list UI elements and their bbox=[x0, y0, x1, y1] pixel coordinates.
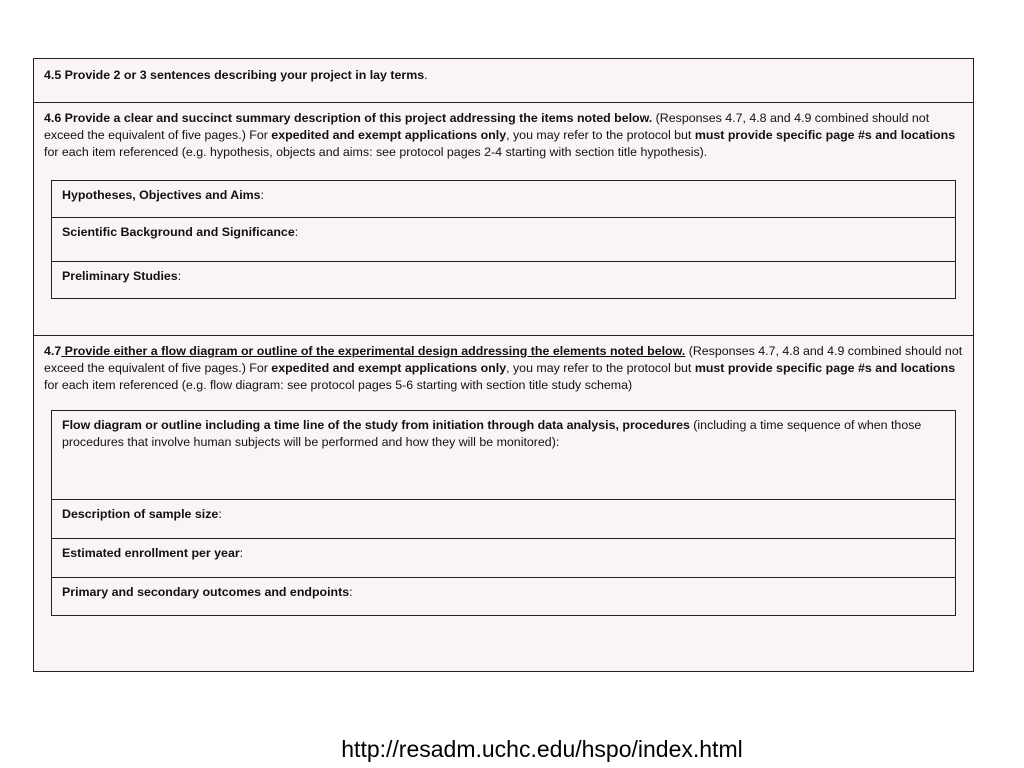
field-label-suffix: : bbox=[218, 507, 222, 521]
field-label: Description of sample size bbox=[62, 507, 219, 521]
field-label: Primary and secondary outcomes and endpoints bbox=[62, 585, 350, 599]
section-4-6-instructions bbox=[44, 110, 963, 161]
enrollment-per-year-field[interactable] bbox=[52, 538, 955, 577]
section-4-7-text-2: , you may refer to the protocol but bbox=[506, 361, 695, 375]
outcomes-endpoints-field[interactable] bbox=[52, 577, 955, 615]
section-4-5-heading: 4.5 Provide 2 or 3 sentences describing your project in lay terms bbox=[44, 68, 425, 82]
sample-size-field[interactable] bbox=[52, 499, 955, 538]
section-4-6-field-table bbox=[51, 180, 956, 299]
field-label: Estimated enrollment per year bbox=[62, 546, 240, 560]
field-label-suffix: : bbox=[177, 269, 182, 283]
section-4-6-heading: 4.6 Provide a clear and succinct summary description of this project addressing the items noted below. bbox=[44, 111, 653, 125]
section-4-6-text-3: for each item referenced (e.g. hypothesis, objects and aims: see protocol pages 2-4 starting with section title hypothesis). bbox=[44, 145, 708, 159]
section-4-7-page-refs: must provide specific page #s and locations bbox=[694, 361, 956, 375]
flow-diagram-field[interactable] bbox=[52, 411, 955, 499]
source-url[interactable]: http://resadm.uchc.edu/hspo/index.html bbox=[341, 736, 743, 762]
section-4-7-expedited: expedited and exempt applications only bbox=[271, 361, 507, 375]
scientific-background-field[interactable] bbox=[52, 217, 955, 261]
section-4-6-text-2: , you may refer to the protocol but bbox=[506, 128, 695, 142]
field-label-suffix: : bbox=[260, 188, 264, 202]
field-label: Preliminary Studies bbox=[62, 269, 178, 283]
section-4-7-text-3: for each item referenced (e.g. flow diagram: see protocol pages 5-6 starting with section title study schema) bbox=[44, 378, 633, 392]
section-4-7-heading: Provide either a flow diagram or outline of the experimental design addressing the elements noted below. bbox=[61, 344, 686, 358]
preliminary-studies-field[interactable] bbox=[52, 261, 955, 298]
field-label-suffix: : bbox=[239, 546, 244, 560]
section-4-5-period: . bbox=[424, 68, 428, 82]
field-label: Hypotheses, Objectives and Aims bbox=[62, 188, 261, 202]
field-label-suffix: : bbox=[349, 585, 353, 599]
field-label-suffix: : bbox=[294, 225, 299, 239]
field-label: Scientific Background and Significance bbox=[62, 225, 295, 239]
section-4-7-text-1: (Responses 4.7, 4.8 and 4.9 combined should not exceed the equivalent of five pages.) For bbox=[44, 344, 963, 375]
section-4-6 bbox=[34, 102, 973, 335]
section-4-6-page-refs: must provide specific page #s and locations bbox=[694, 128, 956, 142]
section-4-6-text-1: (Responses 4.7, 4.8 and 4.9 combined should not exceed the equivalent of five pages.) For bbox=[44, 111, 930, 142]
section-4-6-expedited: expedited and exempt applications only bbox=[271, 128, 507, 142]
protocol-form-table bbox=[33, 58, 974, 672]
field-label: Flow diagram or outline including a time line of the study from initiation through data analysis, procedures bbox=[62, 418, 690, 432]
section-4-5 bbox=[34, 59, 973, 102]
section-4-7-instructions bbox=[44, 343, 963, 394]
field-label-suffix: (including a time sequence of when those procedures that involve human subjects will be performed and how they will be monitored): bbox=[62, 418, 922, 449]
section-4-7-number: 4.7 bbox=[44, 344, 62, 358]
section-4-7 bbox=[34, 335, 973, 671]
section-4-7-field-table bbox=[51, 410, 956, 616]
hypotheses-field[interactable] bbox=[52, 181, 955, 217]
